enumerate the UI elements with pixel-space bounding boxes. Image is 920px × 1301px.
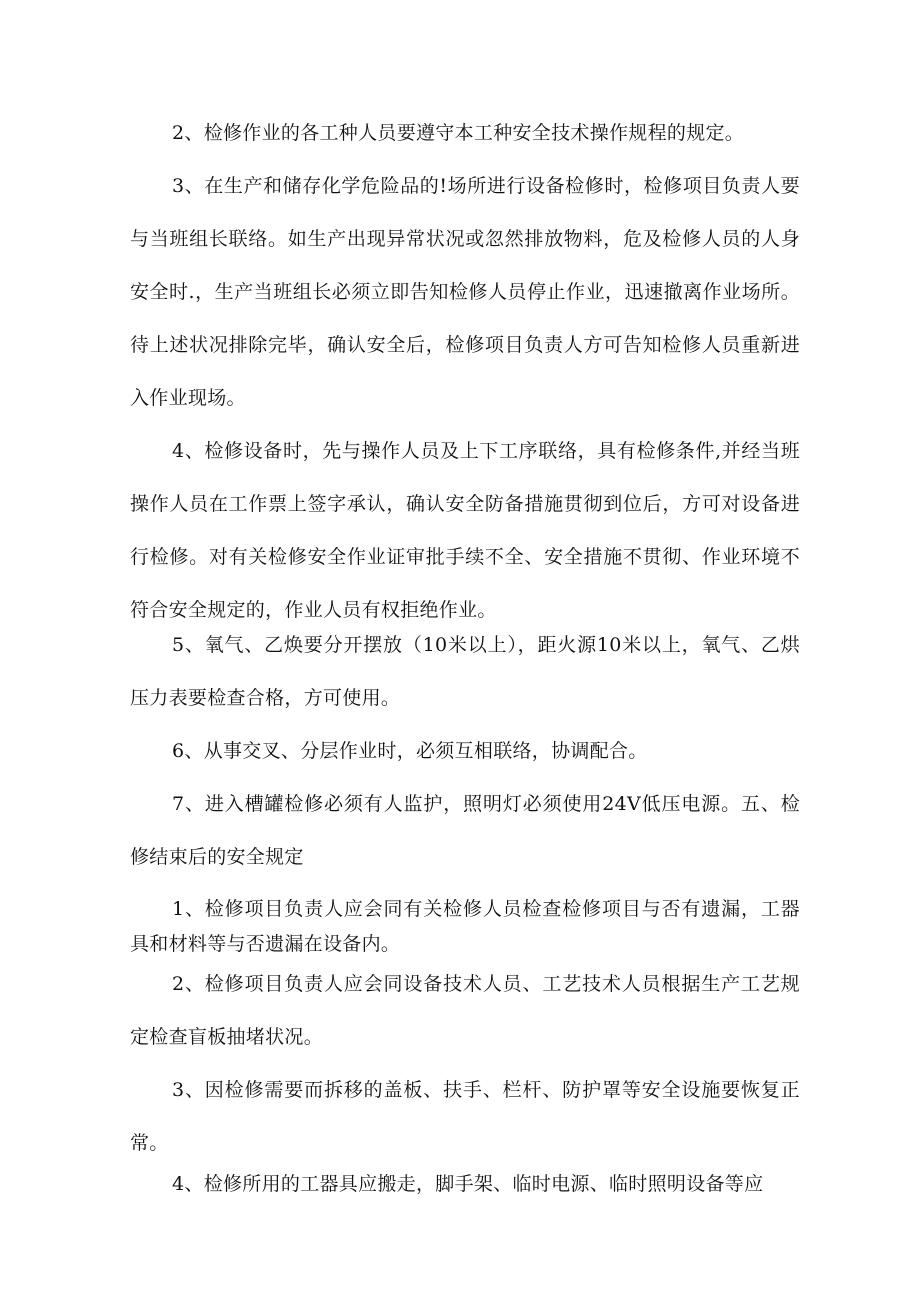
paragraph-5-gas-cylinders: 5、氧气、乙焕要分开摆放（10米以上），距火源10米以上，氧气、乙烘压力表要检查合格，方可使用。 <box>130 634 800 709</box>
paragraph-after-2-blind-plates: 2、检修项目负责人应会同设备技术人员、工艺技术人员根据生产工艺规定检查盲板抽堵状况。 <box>130 973 800 1048</box>
paragraph-after-4-remove-tools: 4、检修所用的工器具应搬走，脚手架、临时电源、临时照明设备等应 <box>172 1173 764 1195</box>
paragraph-after-1-check-items: 1、检修项目负责人应会同有关检修人员检查检修项目与否有遗漏，工器具和材料等与否遗漏在设备内。 <box>130 898 800 955</box>
paragraph-6-cross-work: 6、从事交叉、分层作业时，必须互相联络，协调配合。 <box>172 740 648 762</box>
paragraph-4-equipment-check: 4、检修设备时，先与操作人员及上下工序联络，具有检修条件,并经当班操作人员在工作票上签字承认，确认安全防备措施贯彻到位后，方可对设备进行检修。对有关检修安全作业证审批手续不全、安全措施不贯彻、作业环境不符合安全规定的，作业人员有权拒绝作业。 <box>130 440 800 621</box>
paragraph-7-tank-inspection: 7、进入槽罐检修必须有人监护，照明灯必须使用24V低压电源。五、检修结束后的安全规定 <box>130 793 800 868</box>
paragraph-after-3-restore-facilities: 3、因检修需要而拆移的盖板、扶手、栏杆、防护罩等安全设施要恢复正常。 <box>130 1079 800 1154</box>
paragraph-3-hazard-area: 3、在生产和储存化学危险品的!场所进行设备检修时，检修项目负责人要与当班组长联络。如生产出现异常状况或忽然排放物料，危及检修人员的人身安全时.，生产当班组长必须立即告知检修人员停止作业，迅速撤离作业场所。待上述状况排除完毕，确认安全后，检修项目负责人方可告知检修人员重新进入作业现场。 <box>130 175 800 409</box>
paragraph-2-tool-rules: 2、检修作业的各工种人员要遵守本工种安全技术操作规程的规定。 <box>172 122 745 144</box>
